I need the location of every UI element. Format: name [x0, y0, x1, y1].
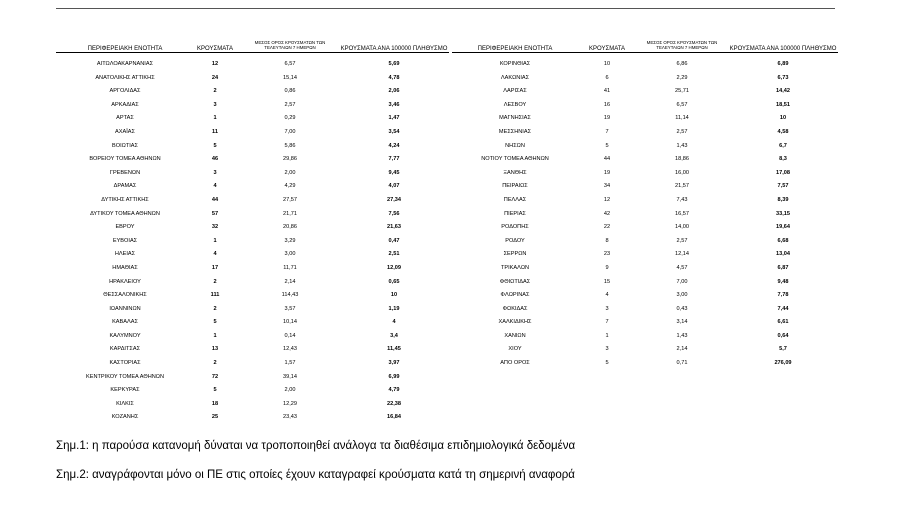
header-avg-line2: ΤΕΛΕΥΤΑΙΩΝ 7 ΗΜΕΡΩΝ — [264, 45, 316, 50]
table-row — [0, 316, 901, 330]
cell-cases: 3 — [605, 305, 609, 312]
header-region: ΠΕΡΙΦΕΡΕΙΑΚΗ ΕΝΟΤΗΤΑ — [87, 46, 163, 52]
note-2: Σημ.2: αναγράφονται μόνο οι ΠΕ στις οποίες έχουν καταγραφεί κρούσματα κατά τη σημερινή αναφορά — [56, 469, 575, 481]
header-cases: ΚΡΟΥΣΜΑΤΑ — [197, 46, 233, 52]
cell-cases: 3 — [605, 346, 609, 353]
cell-region: ΔΥΤΙΚΗΣ ΑΤΤΙΚΗΣ — [101, 196, 149, 203]
cell-per100k: 21,63 — [387, 224, 401, 231]
cell-region: ΠΕΛΛΑΣ — [503, 196, 527, 203]
cell-cases: 41 — [603, 88, 611, 95]
table-row — [0, 235, 901, 249]
cell-per100k: 14,42 — [776, 88, 790, 95]
cell-avg7: 2,57 — [676, 128, 688, 135]
cell-per100k: 6,99 — [388, 373, 400, 380]
header-avg — [632, 40, 732, 50]
cell-region: ΧΙΟΥ — [508, 346, 522, 353]
table-row — [0, 262, 901, 276]
cell-avg7: 23,43 — [283, 414, 297, 421]
note-1: Σημ.1: η παρούσα κατανομή δύναται να τροποποιηθεί ανάλογα τα διαθέσιμα επιδημιολογικά δεδομένα — [56, 440, 576, 452]
cell-per100k: 17,08 — [776, 169, 790, 176]
cell-region: ΤΡΙΚΑΛΩΝ — [500, 264, 530, 271]
cell-avg7: 2,29 — [676, 74, 688, 81]
table-row — [0, 126, 901, 140]
cell-cases: 1 — [213, 237, 217, 244]
cell-cases: 17 — [211, 264, 219, 271]
cell-region: ΜΕΣΣΗΝΙΑΣ — [498, 128, 532, 135]
cell-cases: 4 — [213, 251, 217, 258]
cell-per100k: 6,87 — [777, 264, 789, 271]
cell-per100k: 6,89 — [777, 61, 789, 67]
table-row — [0, 208, 901, 222]
cell-region: ΑΠΟ ΟΡΟΣ — [500, 360, 530, 367]
cell-per100k: 6,68 — [777, 237, 789, 244]
cell-cases: 10 — [603, 61, 611, 67]
cell-cases: 4 — [605, 292, 609, 299]
cell-avg7: 11,14 — [675, 115, 689, 122]
cell-cases: 32 — [211, 224, 219, 231]
cell-avg7: 16,57 — [675, 210, 689, 217]
cell-avg7: 3,00 — [284, 251, 296, 258]
cell-per100k: 22,38 — [387, 400, 401, 407]
cell-per100k: 3,46 — [388, 101, 400, 108]
cell-region: ΡΟΔΟΠΗΣ — [501, 224, 529, 231]
cell-region: ΚΟΖΑΝΗΣ — [111, 414, 139, 421]
right-table-body — [0, 58, 901, 371]
cell-cases: 5 — [605, 142, 609, 149]
cell-region: ΛΕΣΒΟΥ — [503, 101, 527, 108]
header-avg — [240, 40, 340, 50]
cell-avg7: 5,86 — [284, 142, 296, 149]
cell-per100k: 0,64 — [777, 332, 789, 339]
cell-per100k: 1,19 — [388, 305, 400, 312]
cell-cases: 8 — [605, 237, 609, 244]
cell-per100k: 1,47 — [388, 115, 400, 122]
cell-per100k: 9,45 — [388, 169, 400, 176]
cell-avg7: 16,00 — [675, 169, 689, 176]
cell-per100k: 2,06 — [388, 88, 400, 95]
cell-avg7: 7,43 — [676, 196, 688, 203]
cell-avg7: 3,57 — [284, 305, 296, 312]
cell-region: ΚΕΝΤΡΙΚΟΥ ΤΟΜΕΑ ΑΘΗΝΩΝ — [85, 373, 164, 380]
table-row — [0, 371, 450, 385]
cell-per100k: 7,77 — [388, 156, 400, 163]
cell-cases: 5 — [605, 360, 609, 367]
cell-avg7: 25,71 — [675, 88, 689, 95]
cell-region: ΠΙΕΡΙΑΣ — [504, 210, 526, 217]
cell-region: ΑΡΤΑΣ — [116, 115, 134, 122]
cell-region: ΜΑΓΝΗΣΙΑΣ — [499, 115, 531, 122]
cell-avg7: 12,14 — [675, 251, 689, 258]
cell-avg7: 0,43 — [676, 305, 688, 312]
header-avg-line2: ΤΕΛΕΥΤΑΙΩΝ 7 ΗΜΕΡΩΝ — [656, 45, 708, 50]
cell-avg7: 1,43 — [676, 332, 688, 339]
cell-region: ΚΟΡΙΝΘΙΑΣ — [499, 61, 531, 67]
cell-per100k: 7,57 — [777, 183, 789, 190]
cell-per100k: 3,54 — [388, 128, 400, 135]
cell-avg7: 27,57 — [283, 196, 297, 203]
cell-cases: 2 — [213, 360, 217, 367]
cell-region: ΓΡΕΒΕΝΩΝ — [109, 169, 141, 176]
table-row — [0, 72, 901, 86]
cell-per100k: 4,58 — [777, 128, 789, 135]
cell-avg7: 3,29 — [284, 237, 296, 244]
table-row — [0, 99, 901, 113]
cell-avg7: 2,57 — [284, 101, 296, 108]
cell-per100k: 10 — [779, 115, 787, 122]
cell-region: ΝΟΤΙΟΥ ΤΟΜΕΑ ΑΘΗΝΩΝ — [481, 156, 549, 163]
cell-cases: 111 — [210, 292, 220, 299]
table-row — [0, 411, 450, 425]
cell-per100k: 4,07 — [388, 183, 400, 190]
cell-per100k: 13,04 — [776, 251, 790, 258]
table-row — [0, 384, 450, 398]
cell-cases: 15 — [603, 278, 611, 285]
cell-cases: 57 — [211, 210, 219, 217]
cell-avg7: 4,57 — [676, 264, 688, 271]
header-avg-line1: ΜΕΣΟΣ ΟΡΟΣ ΚΡΟΥΣΜΑΤΩΝ ΤΩΝ — [254, 40, 326, 45]
cell-avg7: 1,57 — [284, 360, 296, 367]
header-per100k: ΚΡΟΥΣΜΑΤΑ ΑΝΑ 100000 ΠΛΗΘΥΣΜΟ — [729, 46, 837, 52]
table-row — [0, 85, 901, 99]
cell-cases: 9 — [605, 264, 609, 271]
cell-avg7: 114,43 — [281, 292, 299, 299]
cell-per100k: 19,64 — [776, 224, 790, 231]
cell-avg7: 14,00 — [675, 224, 689, 231]
cell-avg7: 0,29 — [284, 115, 296, 122]
cell-region: ΣΕΡΡΩΝ — [503, 251, 527, 258]
cell-per100k: 0,65 — [388, 278, 400, 285]
cell-cases: 3 — [213, 101, 217, 108]
cell-avg7: 4,29 — [284, 183, 296, 190]
cell-per100k: 3,4 — [390, 332, 398, 339]
cell-region: ΦΛΩΡΙΝΑΣ — [500, 292, 530, 299]
top-rule — [56, 8, 835, 9]
cell-cases: 12 — [211, 61, 219, 67]
table-row — [0, 357, 901, 371]
cell-per100k: 0,47 — [388, 237, 400, 244]
cell-region: ΦΩΚΙΔΑΣ — [502, 305, 528, 312]
table-row — [0, 398, 450, 412]
cell-avg7: 7,00 — [676, 278, 688, 285]
table-row — [0, 167, 901, 181]
cell-region: ΠΕΙΡΑΙΩΣ — [502, 183, 528, 190]
cell-cases: 4 — [213, 183, 217, 190]
cell-region: ΧΑΝΙΩΝ — [504, 332, 526, 339]
header-underline — [56, 52, 449, 53]
cell-region: ΒΟΙΩΤΙΑΣ — [112, 142, 138, 149]
cell-per100k: 27,34 — [387, 196, 401, 203]
cell-per100k: 5,69 — [388, 61, 400, 67]
table-row — [0, 276, 901, 290]
cell-avg7: 15,14 — [283, 74, 297, 81]
cell-per100k: 4,78 — [388, 74, 400, 81]
cell-cases: 23 — [603, 251, 611, 258]
cell-cases: 5 — [213, 319, 217, 326]
header-avg-line1: ΜΕΣΟΣ ΟΡΟΣ ΚΡΟΥΣΜΑΤΩΝ ΤΩΝ — [646, 40, 718, 45]
cell-cases: 12 — [603, 196, 611, 203]
table-row — [0, 289, 901, 303]
header-per100k: ΚΡΟΥΣΜΑΤΑ ΑΝΑ 100000 ΠΛΗΘΥΣΜΟ — [340, 46, 448, 52]
cell-cases: 5 — [213, 142, 217, 149]
cell-cases: 7 — [605, 319, 609, 326]
table-row — [0, 140, 901, 154]
cell-region: ΑΡΓΟΛΙΔΑΣ — [109, 88, 141, 95]
cell-cases: 2 — [213, 278, 217, 285]
cell-per100k: 12,09 — [387, 264, 401, 271]
cell-avg7: 12,29 — [283, 400, 297, 407]
cell-per100k: 2,51 — [388, 251, 400, 258]
cell-region: ΘΕΣΣΑΛΟΝΙΚΗΣ — [103, 292, 147, 299]
cell-cases: 19 — [603, 115, 611, 122]
cell-region: ΚΑΡΔΙΤΣΑΣ — [109, 346, 141, 353]
cell-avg7: 7,00 — [284, 128, 296, 135]
cell-avg7: 2,14 — [676, 346, 688, 353]
cell-region: ΗΛΕΙΑΣ — [114, 251, 136, 258]
cell-per100k: 5,7 — [779, 346, 787, 353]
cell-cases: 2 — [213, 88, 217, 95]
cell-region: ΞΑΝΘΗΣ — [503, 169, 527, 176]
table-row — [0, 180, 901, 194]
cell-region: ΕΒΡΟΥ — [115, 224, 135, 231]
cell-region: ΧΑΛΚΙΔΙΚΗΣ — [498, 319, 532, 326]
cell-region: ΚΑΣΤΟΡΙΑΣ — [109, 360, 141, 367]
cell-per100k: 10 — [390, 292, 398, 299]
cell-cases: 42 — [603, 210, 611, 217]
cell-avg7: 2,00 — [284, 387, 296, 394]
cell-cases: 5 — [213, 387, 217, 394]
cell-region: ΑΝΑΤΟΛΙΚΗΣ ΑΤΤΙΚΗΣ — [95, 74, 155, 81]
cell-avg7: 0,14 — [284, 332, 296, 339]
cell-per100k: 4 — [392, 319, 396, 326]
cell-per100k: 4,24 — [388, 142, 400, 149]
cell-cases: 13 — [211, 346, 219, 353]
cell-per100k: 11,45 — [387, 346, 401, 353]
cell-region: ΑΧΑΪΑΣ — [115, 128, 135, 135]
cell-region: ΡΟΔΟΥ — [505, 237, 525, 244]
cell-avg7: 2,14 — [284, 278, 296, 285]
cell-cases: 1 — [213, 332, 217, 339]
table-row — [0, 221, 901, 235]
cell-region: ΚΑΛΥΜΝΟΥ — [109, 332, 141, 339]
cell-avg7: 6,86 — [676, 61, 688, 67]
cell-avg7: 6,57 — [284, 61, 296, 67]
cell-avg7: 3,00 — [676, 292, 688, 299]
cell-cases: 6 — [605, 74, 609, 81]
cell-cases: 24 — [211, 74, 219, 81]
cell-avg7: 2,00 — [284, 169, 296, 176]
cell-per100k: 7,44 — [777, 305, 789, 312]
cell-region: ΛΑΡΙΣΑΣ — [503, 88, 527, 95]
cell-per100k: 9,48 — [777, 278, 789, 285]
cell-region: ΚΙΛΚΙΣ — [116, 400, 134, 407]
cell-per100k: 6,73 — [777, 74, 789, 81]
cell-cases: 1 — [213, 115, 217, 122]
cell-region: ΒΟΡΕΙΟΥ ΤΟΜΕΑ ΑΘΗΝΩΝ — [89, 156, 161, 163]
cell-avg7: 0,86 — [284, 88, 296, 95]
cell-cases: 25 — [211, 414, 219, 421]
cell-region: ΕΥΒΟΙΑΣ — [112, 237, 138, 244]
cell-per100k: 33,15 — [776, 210, 790, 217]
cell-cases: 18 — [211, 400, 219, 407]
cell-avg7: 29,86 — [283, 156, 297, 163]
header-underline — [452, 52, 838, 53]
header-region: ΠΕΡΙΦΕΡΕΙΑΚΗ ΕΝΟΤΗΤΑ — [477, 46, 553, 52]
cell-region: ΗΡΑΚΛΕΙΟΥ — [109, 278, 141, 285]
cell-cases: 46 — [211, 156, 219, 163]
table-row — [0, 330, 901, 344]
cell-per100k: 4,79 — [388, 387, 400, 394]
cell-region: ΙΩΑΝΝΙΝΩΝ — [109, 305, 141, 312]
cell-region: ΦΘΙΩΤΙΔΑΣ — [499, 278, 531, 285]
cell-region: ΑΙΤΩΛΟΑΚΑΡΝΑΝΙΑΣ — [96, 61, 154, 67]
cell-per100k: 7,78 — [777, 292, 789, 299]
cell-avg7: 2,57 — [676, 237, 688, 244]
cell-avg7: 21,71 — [283, 210, 297, 217]
cell-per100k: 276,09 — [774, 360, 792, 367]
cell-avg7: 20,86 — [283, 224, 297, 231]
cell-cases: 44 — [603, 156, 611, 163]
cell-region: ΝΗΣΩΝ — [505, 142, 525, 149]
cell-cases: 7 — [605, 128, 609, 135]
cell-cases: 1 — [605, 332, 609, 339]
cell-avg7: 18,86 — [675, 156, 689, 163]
cell-per100k: 16,84 — [387, 414, 401, 421]
cell-region: ΗΜΑΘΙΑΣ — [112, 264, 138, 271]
cell-cases: 44 — [211, 196, 219, 203]
cell-cases: 16 — [603, 101, 611, 108]
cell-per100k: 8,39 — [777, 196, 789, 203]
table-row — [0, 194, 901, 208]
cell-avg7: 1,43 — [676, 142, 688, 149]
cell-region: ΑΡΚΑΔΙΑΣ — [111, 101, 139, 108]
cell-per100k: 8,3 — [779, 156, 787, 163]
cell-cases: 11 — [212, 128, 218, 135]
cell-region: ΔΡΑΜΑΣ — [113, 183, 137, 190]
cell-per100k: 6,61 — [777, 319, 789, 326]
cell-per100k: 6,7 — [779, 142, 787, 149]
cell-avg7: 12,43 — [283, 346, 297, 353]
cell-cases: 34 — [603, 183, 611, 190]
cell-region: ΔΥΤΙΚΟΥ ΤΟΜΕΑ ΑΘΗΝΩΝ — [90, 210, 160, 217]
cell-per100k: 3,97 — [388, 360, 400, 367]
cell-cases: 19 — [603, 169, 611, 176]
cell-region: ΛΑΚΩΝΙΑΣ — [500, 74, 530, 81]
table-row — [0, 303, 901, 317]
table-row — [0, 248, 901, 262]
table-row — [0, 343, 901, 357]
table-row — [0, 153, 901, 167]
cell-avg7: 21,57 — [675, 183, 689, 190]
cell-region: ΚΑΒΑΛΑΣ — [112, 319, 138, 326]
cell-cases: 2 — [213, 305, 217, 312]
cell-avg7: 0,71 — [676, 360, 688, 367]
cell-avg7: 10,14 — [283, 319, 297, 326]
cell-per100k: 18,51 — [776, 101, 790, 108]
cell-per100k: 7,56 — [388, 210, 400, 217]
table-row — [0, 58, 901, 72]
cell-avg7: 6,57 — [676, 101, 688, 108]
cell-avg7: 11,71 — [283, 264, 297, 271]
cell-avg7: 3,14 — [676, 319, 688, 326]
cell-cases: 22 — [603, 224, 611, 231]
cell-cases: 3 — [213, 169, 217, 176]
cell-avg7: 39,14 — [283, 373, 297, 380]
header-cases: ΚΡΟΥΣΜΑΤΑ — [589, 46, 625, 52]
table-row — [0, 112, 901, 126]
cell-cases: 72 — [211, 373, 219, 380]
cell-region: ΚΕΡΚΥΡΑΣ — [110, 387, 140, 394]
